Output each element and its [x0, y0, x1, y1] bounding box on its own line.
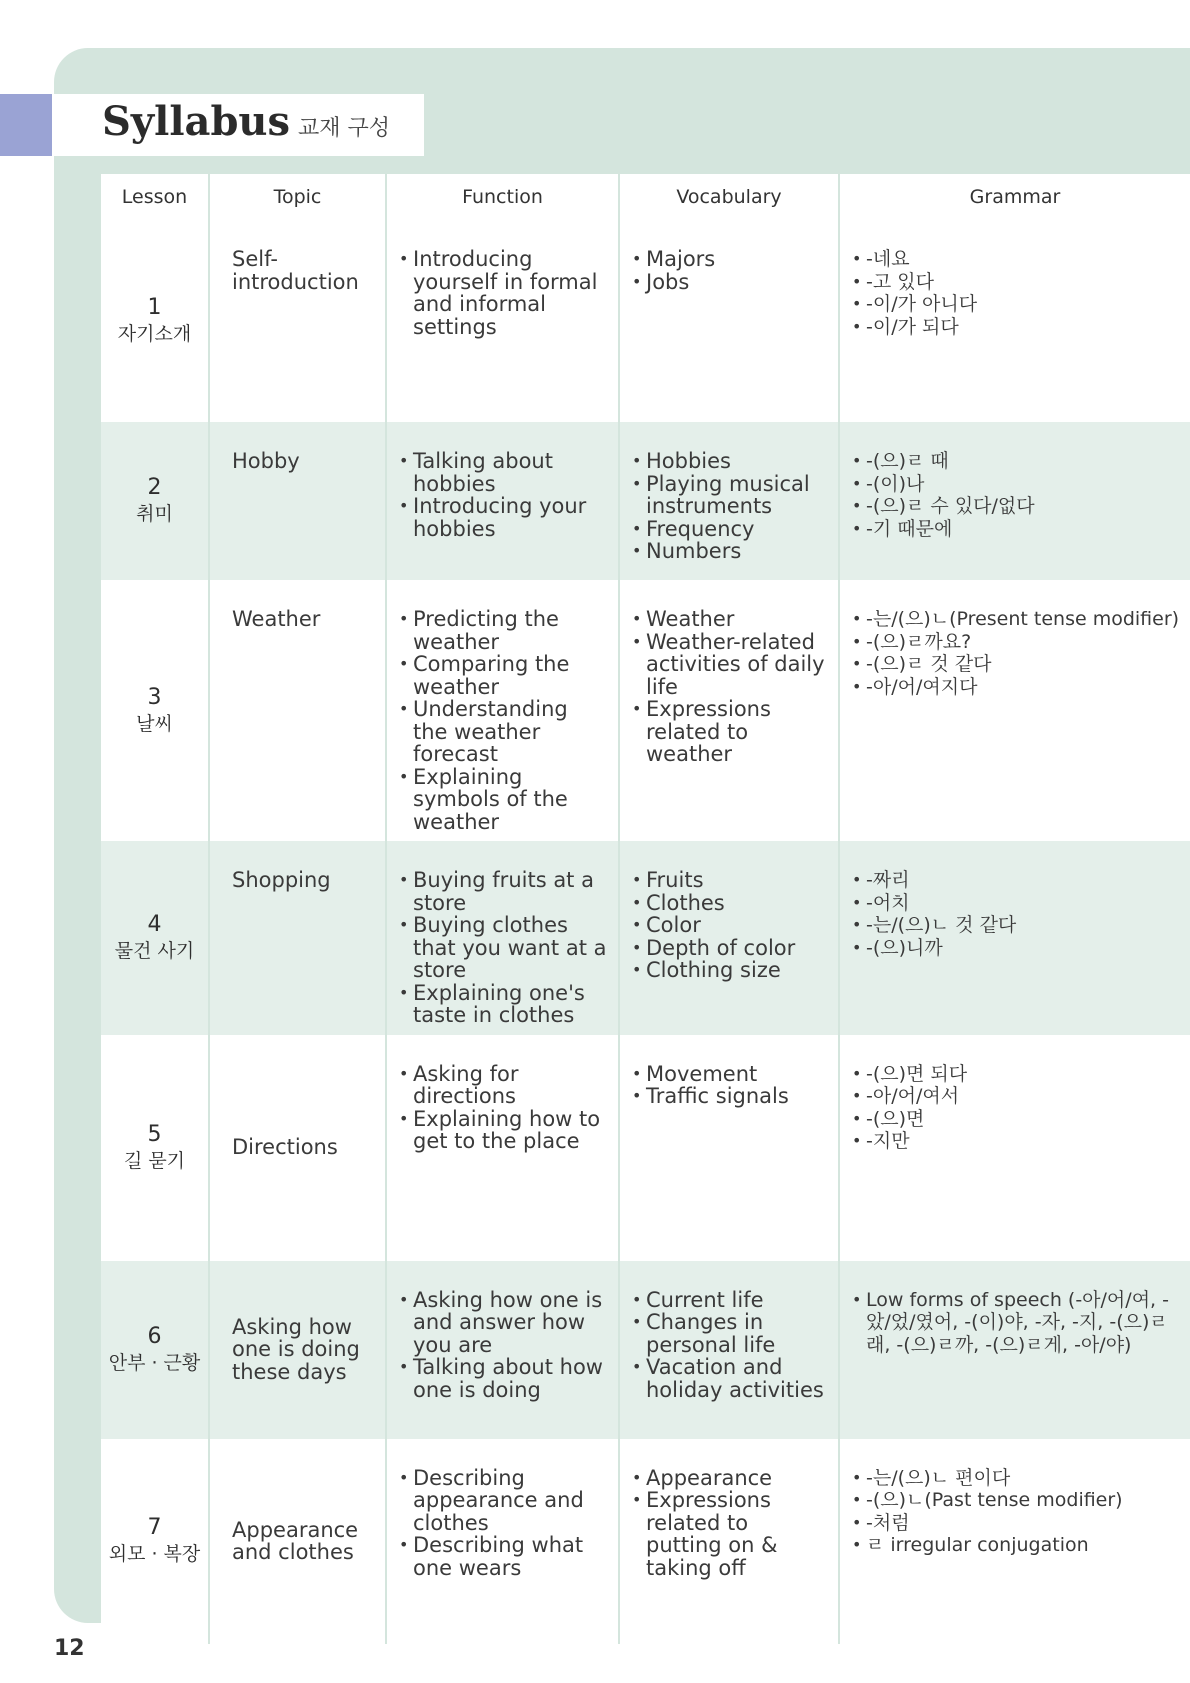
page-title	[102, 98, 390, 145]
lesson-name: 외모 · 복장	[108, 1543, 201, 1565]
lesson-number: 5	[147, 1121, 162, 1147]
vocabulary-item: • Weather-related activities of daily life	[632, 631, 828, 699]
header-grammar: Grammar	[839, 174, 1190, 220]
grammar-item: • -(으)ㄹ 것 같다	[852, 653, 1180, 676]
grammar-item: • -(으)니까	[852, 937, 1180, 960]
table-row	[101, 580, 1190, 841]
syllabus-table	[101, 174, 1190, 1644]
vocabulary-item: • Clothing size	[632, 959, 828, 982]
table-row	[101, 1261, 1190, 1439]
topic-cell: Asking how one is doing these days	[209, 1261, 386, 1439]
function-item: • Explaining one's taste in clothes	[399, 982, 608, 1027]
vocabulary-item: • Depth of color	[632, 937, 828, 960]
grammar-item: • -처럼	[852, 1512, 1180, 1535]
grammar-cell	[839, 1035, 1190, 1261]
grammar-item: • -아/어/여서	[852, 1085, 1180, 1108]
lesson-name: 안부 · 근황	[108, 1351, 201, 1374]
function-item: • Asking for directions	[399, 1063, 608, 1108]
table-row	[101, 1439, 1190, 1644]
grammar-item: • -짜리	[852, 869, 1180, 892]
grammar-cell	[839, 580, 1190, 841]
syllabus-table-wrapper	[101, 174, 1190, 1644]
lesson-cell	[101, 1261, 209, 1439]
header-function: Function	[386, 174, 619, 220]
table-row	[101, 220, 1190, 422]
function-item: • Buying fruits at a store	[399, 869, 608, 914]
lesson-number: 6	[147, 1323, 162, 1349]
header-lesson: Lesson	[101, 174, 209, 220]
vocabulary-item: • Playing musical instruments	[632, 473, 828, 518]
function-item: • Asking how one is and answer how you are	[399, 1289, 608, 1357]
vocabulary-item: • Vacation and holiday activities	[632, 1356, 828, 1401]
grammar-item: • ㄹ irregular conjugation	[852, 1534, 1180, 1557]
grammar-item: • -이/가 되다	[852, 316, 1180, 339]
grammar-item: • -(이)나	[852, 473, 1180, 496]
lesson-cell	[101, 580, 209, 841]
vocabulary-item: • Hobbies	[632, 450, 828, 473]
function-item: • Understanding the weather forecast	[399, 698, 608, 766]
function-item: • Introducing your hobbies	[399, 495, 608, 540]
vocabulary-item: • Appearance	[632, 1467, 828, 1490]
grammar-item: • -고 있다	[852, 271, 1180, 294]
header-topic: Topic	[209, 174, 386, 220]
page-number: 12	[54, 1636, 85, 1661]
topic-cell: Hobby	[209, 422, 386, 580]
grammar-item: • -(으)ㄹ 때	[852, 450, 1180, 473]
vocabulary-cell	[619, 1035, 839, 1261]
grammar-item: • -(으)면	[852, 1108, 1180, 1131]
topic-cell: Weather	[209, 580, 386, 841]
vocabulary-cell	[619, 422, 839, 580]
topic-cell: Appearance and clothes	[209, 1439, 386, 1644]
vocabulary-item: • Expressions related to weather	[632, 698, 828, 766]
vocabulary-item: • Weather	[632, 608, 828, 631]
lesson-name: 물건 사기	[114, 939, 195, 962]
grammar-item: • -는/(으)ㄴ 것 같다	[852, 914, 1180, 937]
lesson-cell	[101, 1035, 209, 1261]
function-item: • Comparing the weather	[399, 653, 608, 698]
vocabulary-item: • Color	[632, 914, 828, 937]
table-row	[101, 422, 1190, 580]
lesson-cell	[101, 841, 209, 1035]
vocabulary-item: • Traffic signals	[632, 1085, 828, 1108]
vocabulary-item: • Clothes	[632, 892, 828, 915]
lesson-number: 4	[147, 911, 162, 937]
function-cell	[386, 1035, 619, 1261]
lesson-name: 자기소개	[117, 323, 192, 345]
vocabulary-item: • Jobs	[632, 271, 828, 294]
grammar-item: • -기 때문에	[852, 518, 1180, 541]
section-tab-accent	[0, 94, 52, 156]
table-row	[101, 1035, 1190, 1261]
lesson-cell	[101, 422, 209, 580]
grammar-item: • -지만	[852, 1130, 1180, 1153]
function-item: • Predicting the weather	[399, 608, 608, 653]
title-box	[54, 94, 424, 156]
grammar-item: • -이/가 아니다	[852, 293, 1180, 316]
vocabulary-cell	[619, 580, 839, 841]
function-cell	[386, 422, 619, 580]
vocabulary-cell	[619, 220, 839, 422]
function-cell	[386, 841, 619, 1035]
header-vocabulary: Vocabulary	[619, 174, 839, 220]
function-cell	[386, 1439, 619, 1644]
grammar-item: • -(으)ㄹ 수 있다/없다	[852, 495, 1180, 518]
function-item: • Explaining how to get to the place	[399, 1108, 608, 1153]
vocabulary-item: • Current life	[632, 1289, 828, 1312]
vocabulary-item: • Numbers	[632, 540, 828, 563]
grammar-item: • -(으)ㄴ(Past tense modifier)	[852, 1489, 1180, 1512]
vocabulary-item: • Movement	[632, 1063, 828, 1086]
grammar-item: • -(으)ㄹ까요?	[852, 631, 1180, 654]
lesson-number: 7	[147, 1515, 162, 1540]
topic-cell: Self-introduction	[209, 220, 386, 422]
function-cell	[386, 220, 619, 422]
vocabulary-item: • Fruits	[632, 869, 828, 892]
lesson-cell	[101, 220, 209, 422]
title-subtitle: 교재 구성	[298, 116, 391, 141]
grammar-item: • -(으)면 되다	[852, 1063, 1180, 1086]
vocabulary-item: • Changes in personal life	[632, 1311, 828, 1356]
grammar-cell	[839, 220, 1190, 422]
vocabulary-cell	[619, 1439, 839, 1644]
vocabulary-item: • Majors	[632, 248, 828, 271]
grammar-item: • -네요	[852, 248, 1180, 271]
grammar-cell	[839, 1261, 1190, 1439]
grammar-item: • -아/어/여지다	[852, 676, 1180, 699]
lesson-number: 1	[147, 295, 162, 320]
function-item: • Introducing yourself in formal and informal settings	[399, 248, 608, 338]
topic-cell: Directions	[209, 1035, 386, 1261]
grammar-cell	[839, 422, 1190, 580]
grammar-item: • -는/(으)ㄴ(Present tense modifier)	[852, 608, 1180, 631]
vocabulary-item: • Expressions related to putting on & taking off	[632, 1489, 828, 1579]
title-main: Syllabus	[102, 98, 291, 145]
grammar-cell	[839, 841, 1190, 1035]
vocabulary-item: • Frequency	[632, 518, 828, 541]
function-cell	[386, 580, 619, 841]
vocabulary-cell	[619, 1261, 839, 1439]
function-item: • Talking about hobbies	[399, 450, 608, 495]
function-item: • Talking about how one is doing	[399, 1356, 608, 1401]
table-header-row	[101, 174, 1190, 220]
lesson-name: 취미	[136, 503, 173, 525]
function-item: • Describing appearance and clothes	[399, 1467, 608, 1535]
grammar-item: • -어치	[852, 892, 1180, 915]
function-item: • Buying clothes that you want at a store	[399, 914, 608, 982]
lesson-cell	[101, 1439, 209, 1644]
function-item: • Explaining symbols of the weather	[399, 766, 608, 834]
lesson-name: 날씨	[136, 712, 173, 735]
function-cell	[386, 1261, 619, 1439]
vocabulary-cell	[619, 841, 839, 1035]
lesson-number: 2	[147, 475, 162, 500]
topic-cell: Shopping	[209, 841, 386, 1035]
lesson-number: 3	[147, 684, 162, 710]
grammar-cell	[839, 1439, 1190, 1644]
function-item: • Describing what one wears	[399, 1534, 608, 1579]
grammar-item: • Low forms of speech (-아/어/여, -았/었/였어, -(이)야, -자, -지, -(으)ㄹ래, -(으)ㄹ까, -(으)ㄹ게, -아/야)	[852, 1289, 1180, 1357]
grammar-item: • -는/(으)ㄴ 편이다	[852, 1467, 1180, 1490]
lesson-name: 길 묻기	[123, 1149, 186, 1172]
table-row	[101, 841, 1190, 1035]
